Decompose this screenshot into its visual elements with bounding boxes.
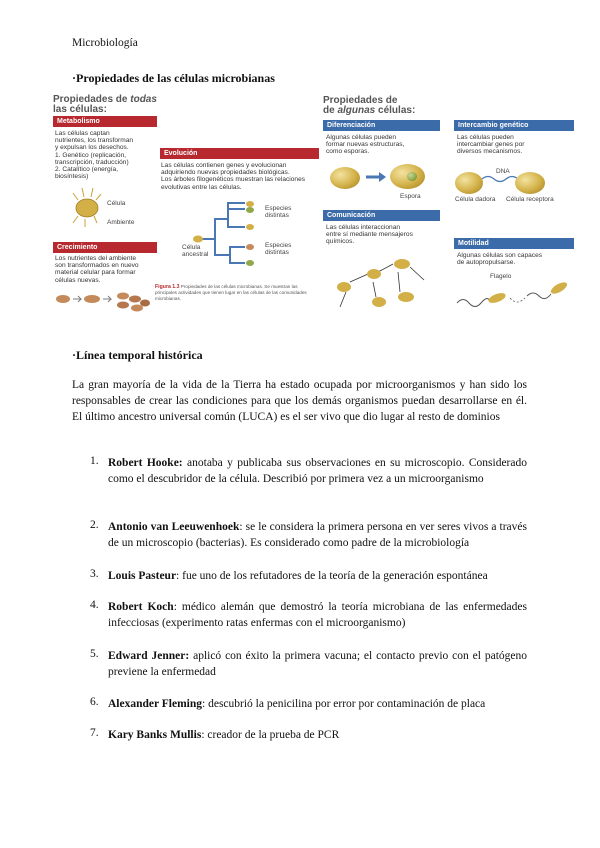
environment-label: Ambiente [107,219,135,226]
dna-strand-illustration [480,174,520,184]
ancestral-cell-label: Célula ancestral [182,244,209,258]
spore-label: Espora [400,193,421,200]
evolucion-text: Las células contienen genes y evolucionan adquiriendo nuevas propiedades biológicas. Los árboles filogenéticos muestran las relaciones evolutivas entre las células. [161,162,306,191]
species-label-a: Especies distintas [265,205,292,219]
figure-heading-some: Propiedades de de algunas células: [323,95,416,116]
crecimiento-label: Crecimiento [53,242,157,253]
motilidad-label: Motilidad [454,238,574,249]
diferenciacion-text: Algunas células pueden formar nuevas estructuras, como esporas. [326,134,405,156]
intercambio-label: Intercambio genético [454,120,574,131]
document-header: Microbiología [72,37,138,49]
receptor-cell-label: Célula receptora [506,196,554,203]
section-title-properties: ·Propiedades de las células microbianas [72,71,275,85]
figure-cell-properties [50,92,580,324]
arrow-icon [365,170,387,184]
dna-label: DNA [496,168,510,175]
motilidad-text: Algunas células son capaces de autopropulsarse. [457,252,543,267]
receptor-cell [515,172,545,194]
diferenciacion-label: Diferenciación [323,120,440,131]
differentiation-cell [330,167,360,189]
motility-illustration [455,278,570,316]
metabolismo-label: Metabolismo [53,116,157,127]
intro-paragraph: La gran mayoría de la vida de la Tierra ha estado ocupada por microorganismos y han sido los responsables de crear las condiciones para que los demás organismos puedan desarrollarse en él. El último ancestro universal común (LUCA) es el ser vivo que dio lugar al resto de dominios [72,379,527,423]
comunicacion-label: Comunicación [323,210,440,221]
section-title-timeline: ·Línea temporal histórica [72,348,203,362]
growth-illustration [53,287,153,315]
flagellum-label: Flagelo [490,273,512,280]
cell-label: Célula [107,200,126,207]
communication-illustration [328,252,433,314]
figure-heading-all: Propiedades de todas las células: [53,94,157,115]
crecimiento-text: Los nutrientes del ambiente son transformados en nuevo material celular para formar células nuevas. [55,255,139,284]
metabolismo-text: Las células captan nutrientes, los transforman y expulsan los desechos. 1. Genético (replicación, transcripción, traducción) 2. Catalítico (energía, biosíntesis) [55,130,134,181]
comunicacion-text: Las células interaccionan entre sí mediante mensajeros químicos. [326,224,413,246]
spore [407,172,417,181]
figure-caption: Figura 1.3 Propiedades de las células microbianas. Se muestran las principales actividades que tienen lugar en las células de las comunidades microbianas. [155,284,307,301]
donor-cell-label: Célula dadora [455,196,496,203]
evolucion-label: Evolución [160,148,319,159]
intercambio-text: Las células pueden intercambiar genes por diversos mecanismos. [457,134,525,156]
donor-cell [455,172,483,194]
species-label-b: Especies distintas [265,242,292,256]
